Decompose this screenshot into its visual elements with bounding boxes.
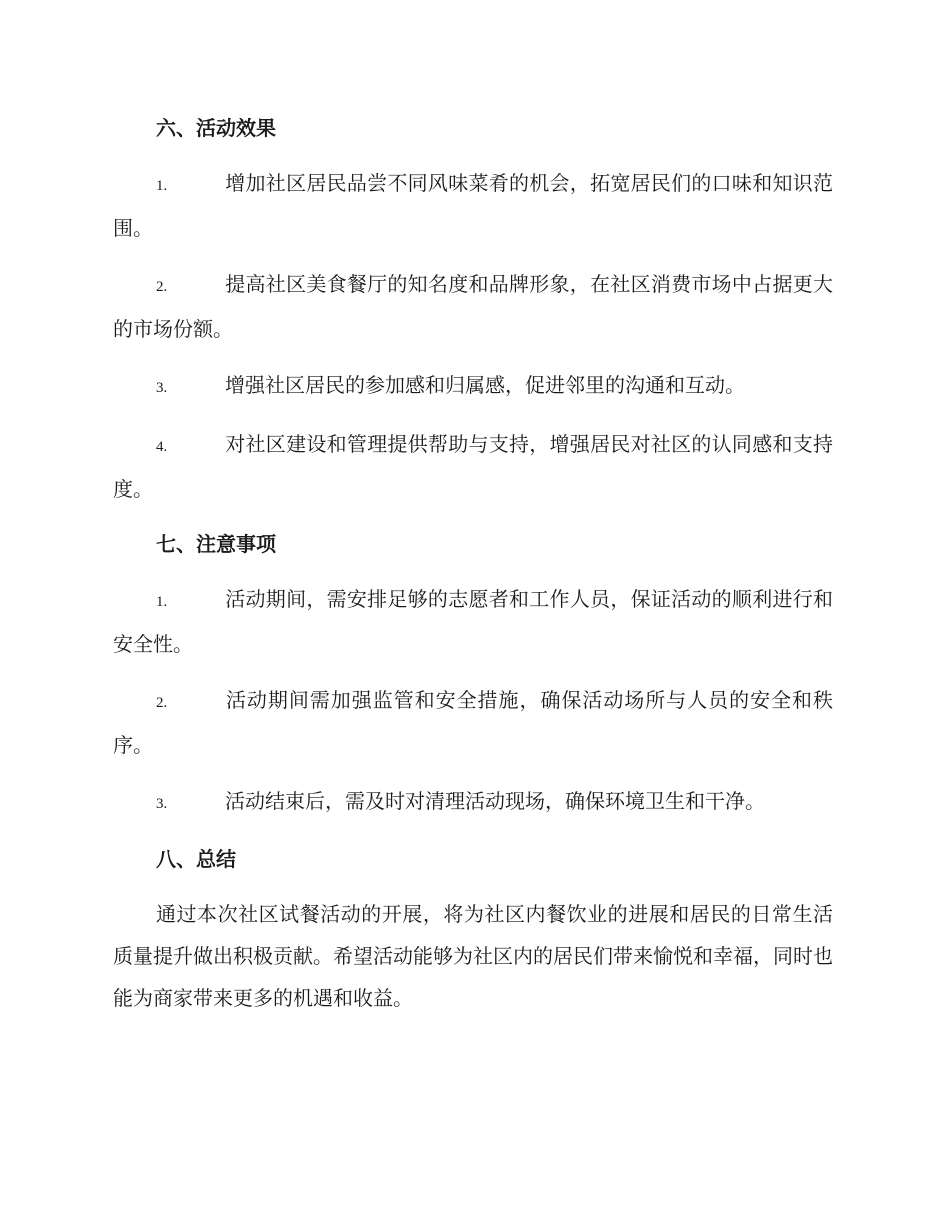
list-item — [113, 364, 833, 409]
list-item-number: 4. — [156, 439, 168, 455]
list-item-text: 对社区建设和管理提供帮助与支持，增强居民对社区的认同感和支持度。 — [113, 432, 833, 501]
list-item-text: 活动期间需加强监管和安全措施，确保活动场所与人员的安全和秩序。 — [113, 688, 833, 757]
list-item — [113, 578, 833, 665]
list-item-text: 提高社区美食餐厅的知名度和品牌形象，在社区消费市场中占据更大的市场份额。 — [113, 272, 833, 341]
section-heading-notes: 七、注意事项 — [156, 532, 276, 556]
list-item — [113, 423, 833, 510]
list-item-text: 活动期间，需安排足够的志愿者和工作人员，保证活动的顺利进行和安全性。 — [113, 587, 833, 656]
list-item — [113, 780, 833, 825]
list-item-text: 增强社区居民的参加感和归属感，促进邻里的沟通和互动。 — [225, 373, 745, 397]
list-item-number: 2. — [156, 279, 168, 295]
list-item-text: 活动结束后，需及时对清理活动现场，确保环境卫生和干净。 — [225, 789, 765, 813]
list-item — [113, 162, 833, 249]
section-heading-effects: 六、活动效果 — [156, 116, 276, 140]
list-item-text: 增加社区居民品尝不同风味菜肴的机会，拓宽居民们的口味和知识范围。 — [113, 171, 833, 240]
list-item-number: 2. — [156, 695, 168, 711]
list-item — [113, 679, 833, 766]
list-item — [113, 263, 833, 350]
document-page — [113, 108, 833, 1019]
summary-paragraph: 通过本次社区试餐活动的开展，将为社区内餐饮业的进展和居民的日常生活质量提升做出积极贡献。希望活动能够为社区内的居民们带来愉悦和幸福，同时也能为商家带来更多的机遇和收益。 — [113, 902, 833, 1010]
list-item-number: 1. — [156, 178, 168, 194]
list-item-number: 3. — [156, 380, 168, 396]
section-heading-summary: 八、总结 — [156, 847, 236, 871]
list-item-number: 3. — [156, 796, 168, 812]
list-item-number: 1. — [156, 594, 168, 610]
